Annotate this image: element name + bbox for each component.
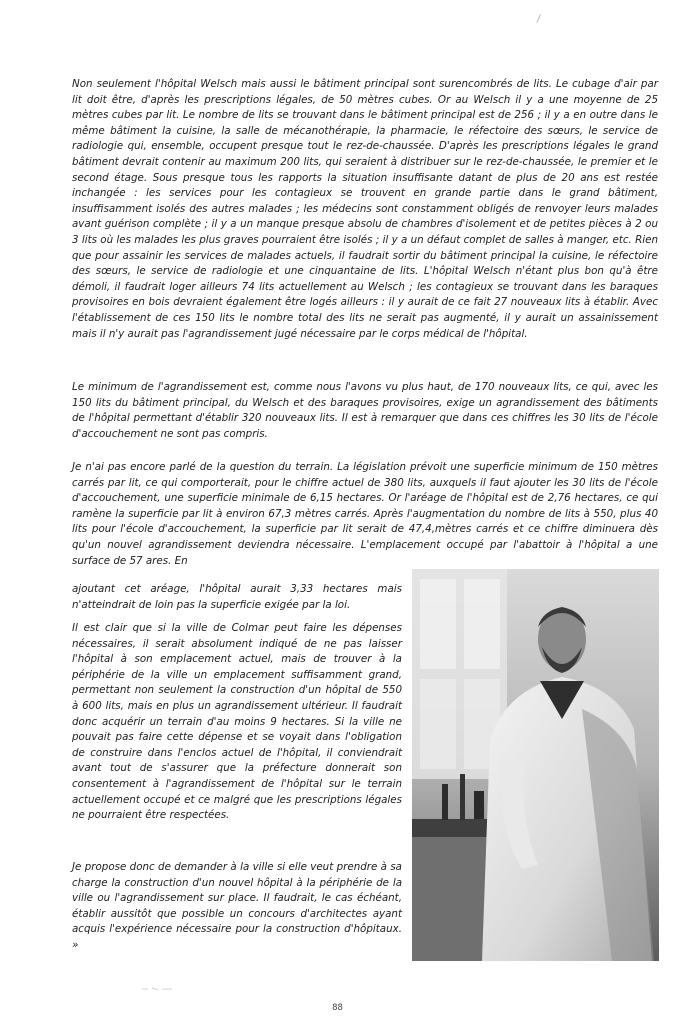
scan-artifact: [142, 986, 172, 994]
page-number: 88: [332, 1003, 343, 1013]
portrait-photo: [412, 569, 659, 961]
scan-mark: [536, 14, 545, 25]
paragraph-3-continued: ajoutant cet aréage, l'hôpital aurait 3,33 hectares mais n'atteindrait de loin pas la superficie exigée par la loi.: [72, 583, 402, 611]
paragraph-5: Je propose donc de demander à la ville si elle veut prendre à sa charge la construction d'un nouvel hôpital à la périphérie de la ville ou l'agrandissement sur place. Il faudrait, le cas échéant, établir aussitôt que possible un concours d'architectes ayant acquis l'expérience nécessaire pour la construction d'hôpitaux. »: [72, 861, 402, 951]
portrait-illustration: [412, 569, 659, 961]
paragraph-4: Il est clair que si la ville de Colmar peut faire les dépenses nécessaires, il serait absolument indiqué de ne pas laisser l'hôpital à son emplacement actuel, mais de trouver à la périphérie de la ville un emplacement suffisamment grand, permettant non seulement la construction d'un hôpital de 550 à 600 lits, mais en plus un agrandissement ultérieur. Il faudrait donc acquérir un terrain d'au moins 9 hectares. Si la ville ne pouvait pas faire cette dépense et se voyait dans l'obligation de construire dans l'enclos actuel de l'hôpital, il conviendrait avant tout de s'assurer que la préfecture donnerait son consentement à l'agrandissement de l'hôpital sur le terrain actuellement occupé et ce malgré que les prescriptions légales ne pourraient être respectées.: [72, 622, 402, 822]
paragraph-2: Le minimum de l'agrandissement est, comme nous l'avons vu plus haut, de 170 nouveaux lits, ce qui, avec les 150 lits du bâtiment principal, du Welsch et des baraques provisoires, exige un agrandissement des bâtiments de l'hôpital permettant d'établir 320 nouveaux lits. Il est à remarquer que dans ces chiffres les 30 lits de l'école d'accouchement ne sont pas compris.: [72, 381, 658, 440]
paragraph-1: Non seulement l'hôpital Welsch mais aussi le bâtiment principal sont surencombrés de lits. Le cubage d'air par lit doit être, d'après les prescriptions légales, de 50 mètres cubes. Or au Welsch il y a une moyenne de 25 mètres cubes par lit. Le nombre de lits se trouvant dans le bâtiment principal est de 256 ; il y a en outre dans le même bâtiment la cuisine, la salle de mécanothérapie, la pharmacie, le réfectoire des sœurs, le service de radiologie qui, ensemble, occupent presque tout le rez-de-chaussée. D'après les prescriptions légales le grand bâtiment devrait contenir au maximum 200 lits, qui seraient à distribuer sur le rez-de-chaussée, le premier et le second étage. Sous presque tous les rapports la situation insuffisante datant de plus de 20 ans est restée inchangée : les services pour les contagieux se trouvent en grande partie dans le grand bâtiment, insuffisamment isolés des autres malades ; les médecins sont constamment obligés de renvoyer leurs malades avant guérison complète ; il y a un manque presque absolu de chambres d'isolement et de petites pièces à 2 ou 3 lits où les malades les plus graves pourraient être isolés ; il y a un défaut complet de salles à manger, etc. Rien que pour assainir les services de malades actuels, il faudrait sortir du bâtiment principal la cuisine, le réfectoire des sœurs, le service de radiologie et une cinquantaine de lits. L'hôpital Welsch n'étant plus bon qu'à être démoli, il faudrait loger ailleurs 74 lits actuellement au Welsch ; les contagieux se trouvant dans les baraques provisoires en bois devraient également être logés ailleurs : il y aurait de ce fait 27 nouveaux lits à établir. Avec l'établissement de ces 150 lits le nombre total des lits ne serait pas augmenté, il y aurait un assainissement mais il n'y aurait pas l'agrandissement jugé nécessaire par le corps médical de l'hôpital.: [72, 78, 658, 340]
paragraph-3: Je n'ai pas encore parlé de la question du terrain. La législation prévoit une superficie minimum de 150 mètres carrés par lit, ce qui comporterait, pour le chiffre actuel de 380 lits, auxquels il faut ajouter les 30 lits de l'école d'accouchement, une superficie minimale de 6,15 hectares. Or l'aréage de l'hôpital est de 2,76 hectares, ce qui ramène la superficie par lit à environ 67,3 mètres carrés. Après l'augmentation du nombre de lits à 550, plus 40 lits pour l'école d'accouchement, la superficie par lit serait de 47,4,mètres carrés et ce chiffre diminuera dès qu'un nouvel agrandissement deviendra nécessaire. L'emplacement occupé par l'abattoir à l'hôpital a une surface de 57 ares. En: [72, 461, 658, 567]
